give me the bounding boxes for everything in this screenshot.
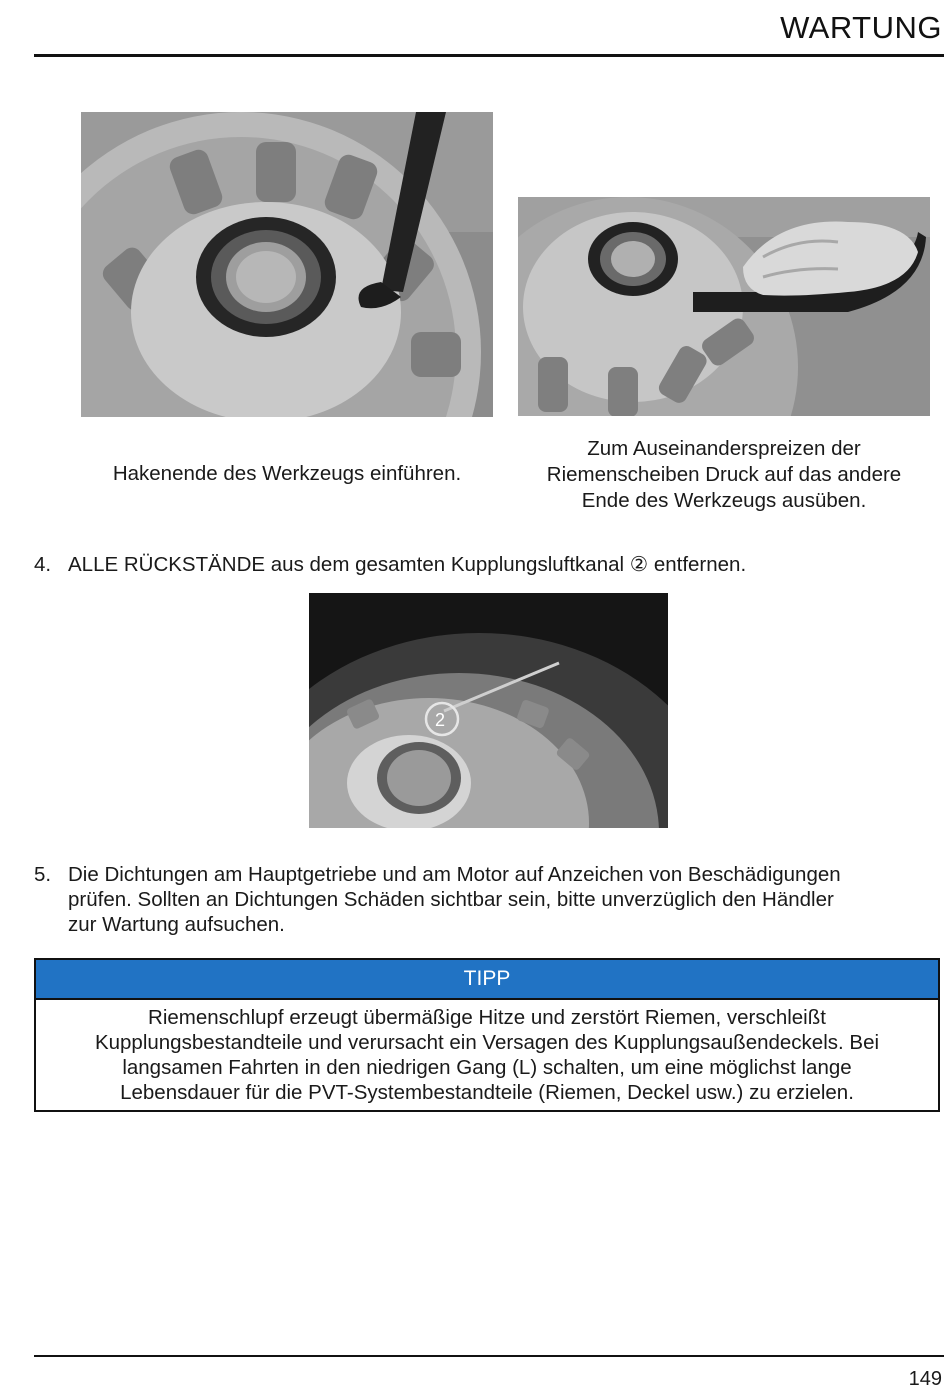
tip-line: Lebensdauer für die PVT-Systembestandteile (Riemen, Deckel usw.) zu erzielen.: [120, 1081, 854, 1104]
photo2-caption-line: Riemenscheiben Druck auf das andere: [546, 463, 902, 486]
tip-body: [36, 1000, 938, 1105]
step-text-line: zur Wartung aufsuchen.: [68, 913, 285, 936]
step-number: 4.: [34, 553, 52, 576]
callout-number: 2: [435, 710, 446, 730]
tip-line: Kupplungsbestandteile und verursacht ein Versagen des Kupplungsaußendeckels. Bei: [94, 1031, 880, 1054]
header-rule: [34, 54, 944, 57]
step-4: [34, 552, 934, 578]
photo2-caption-line: Zum Auseinanderspreizen der: [587, 437, 861, 460]
photo2-caption-line: Ende des Werkzeugs ausüben.: [581, 489, 867, 512]
footer-rule: [34, 1355, 944, 1357]
photo2-caption: [518, 436, 930, 514]
step-text-line: prüfen. Sollten an Dichtungen Schäden sichtbar sein, bitte unverzüglich den Händler: [68, 888, 834, 911]
page-number: 149: [908, 1368, 942, 1390]
tip-line: langsamen Fahrten in den niedrigen Gang (L) schalten, um eine möglichst lange: [122, 1056, 852, 1079]
step-text-line: Die Dichtungen am Hauptgetriebe und am Motor auf Anzeichen von Beschädigungen: [68, 863, 841, 886]
photo-spreading-sheaves: [518, 197, 930, 416]
photo-clutch-air-duct: [309, 593, 668, 828]
step-text: [68, 862, 841, 937]
section-title: WARTUNG: [780, 10, 942, 45]
step-text: ALLE RÜCKSTÄNDE aus dem gesamten Kupplungsluftkanal ② entfernen.: [68, 553, 747, 576]
step-5: [34, 862, 934, 942]
tip-box: [34, 958, 940, 1112]
photo1-caption: Hakenende des Werkzeugs einführen.: [112, 462, 462, 485]
step-number: 5.: [34, 863, 52, 886]
photo-clutch-hook-tool: [81, 112, 493, 417]
tip-heading: TIPP: [36, 960, 938, 1000]
tip-line: Riemenschlupf erzeugt übermäßige Hitze und zerstört Riemen, verschleißt: [148, 1006, 826, 1029]
